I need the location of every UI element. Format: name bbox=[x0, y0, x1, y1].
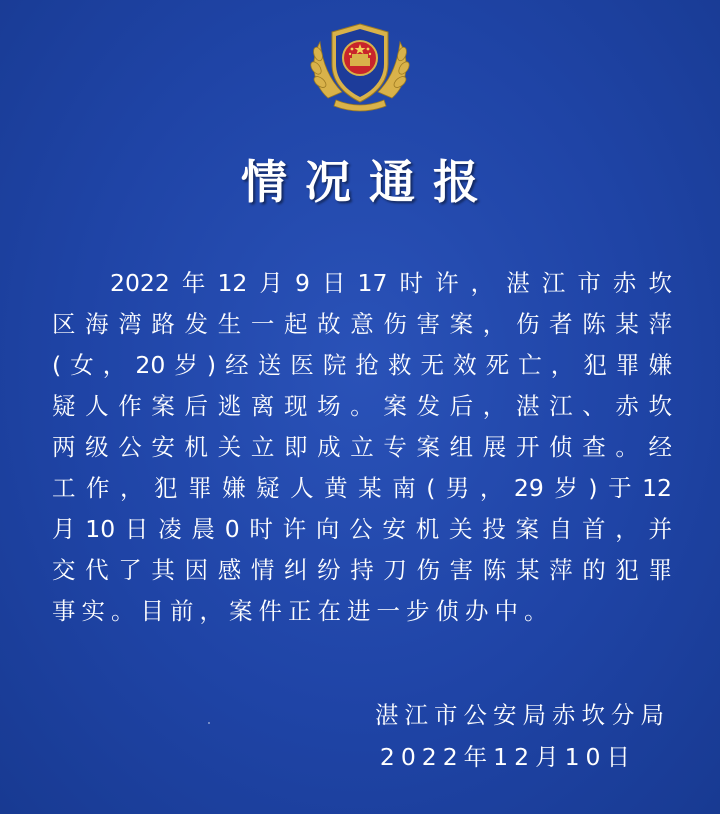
body-line: 工作，犯罪嫌疑人黄某南(男，29岁)于12 bbox=[52, 474, 672, 502]
body-line: 月10日凌晨0时许向公安机关投案自首，并 bbox=[52, 515, 672, 543]
speckle bbox=[208, 722, 210, 724]
body-line: 区海湾路发生一起故意伤害案，伤者陈某萍 bbox=[52, 310, 672, 338]
issue-date: 2022年12月10日 bbox=[379, 743, 636, 771]
body-line: 2022年12月9日17时许，湛江市赤坎 bbox=[110, 269, 672, 297]
page-title: 情况通报 bbox=[241, 155, 497, 209]
police-emblem-icon bbox=[306, 20, 414, 112]
body-line: (女，20岁)经送医院抢救无效死亡，犯罪嫌 bbox=[52, 351, 672, 379]
body-line: 疑人作案后逃离现场。案发后，湛江、赤坎 bbox=[52, 392, 672, 420]
issuer-signature: 湛江市公安局赤坎分局 bbox=[375, 701, 670, 729]
body-line: 交代了其因感情纠纷持刀伤害陈某萍的犯罪 bbox=[52, 556, 672, 584]
body-line: 两级公安机关立即成立专案组展开侦查。经 bbox=[52, 433, 672, 461]
body-line: 事实。目前，案件正在进一步侦办中。 bbox=[52, 597, 554, 625]
